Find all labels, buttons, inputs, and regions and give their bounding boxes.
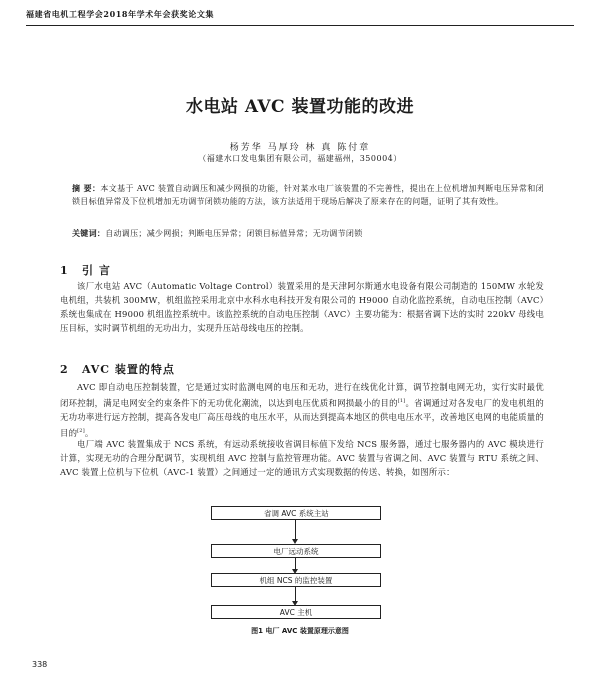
abstract-label: 摘 要： [72, 183, 101, 193]
affiliation: （福建水口发电集团有限公司，福建福州，350004） [198, 154, 402, 163]
running-header: 福建省电机工程学会2018年学术年会获奖论文集 [26, 9, 574, 26]
section-1-paragraph: 该厂水电站 AVC（Automatic Voltage Control）装置采用的是天津阿尔斯通水电设备有限公司制造的 150MW 水轮发电机组，共装机 300MW，机组监控采用北京中水科水电科技开发有限公司的 H9000 自动化监控系统，自动电压控制（AVC）系统也集成在 H9000 机组监控系统中。该监控系统的自动电压控制（AVC）主要功能为：根据省调下达的实时 220kV 母线电压目标，实时调节机组的无功出力，实现升压站母线电压的控制。 [60, 281, 544, 333]
section-1-title: 引 言 [82, 264, 111, 277]
keywords-text: 自动调压；减少网损；判断电压异常；闭锁目标值异常；无功调节闭锁 [105, 229, 363, 238]
figure-connector [295, 520, 296, 540]
section-1-heading [60, 262, 111, 278]
figure-caption: 图1 电厂 AVC 装置原理示意图 [251, 627, 349, 635]
paragraph-text: 。省调通过对各发电厂的发电机组的无功功率进行远方控制，提高各发电厂高压母线的电压水平，从而达到提高本地区的供电电压水平，改善地区电网的电能质量的目的 [60, 397, 544, 438]
abstract-text: 本文基于 AVC 装置自动调压和减少网损的功能，针对某水电厂该装置的不完善性，提出在上位机增加判断电压异常和闭锁目标值异常及下位机增加无功调节闭锁功能的方法，该方法适用于现场后解决了原来存在的问题，证明了其有效性。 [72, 184, 544, 206]
paper-title: 水电站 AVC 装置功能的改进 [185, 97, 414, 117]
figure-connector [295, 587, 296, 602]
figure-box-avc-host: AVC 主机 [211, 605, 381, 619]
paragraph-text: AVC 即自动电压控制装置，它是通过实时监测电网的电压和无功，进行在线优化计算，调节控制电网无功，实行实时最优闭环控制，满足电网安全约束条件下的无功优化潮流，以达到电压优质和网损最小的目的 [60, 382, 544, 408]
keywords-label: 关键词： [72, 228, 106, 238]
figure-box-ncs-monitor: 机组 NCS 的监控装置 [211, 573, 381, 587]
section-2-paragraph-2: 电厂端 AVC 装置集成于 NCS 系统，有远动系统接收省调目标值下发给 NCS 服务器，通过七服务器内的 AVC 模块进行计算，实现无功的合理分配调节，实现机组 AVC 控制与监控管理功能。AVC 装置与省调之间、AVC 装置与 RTU 系统之间、AVC 装置上位机与下位机（AVC-1 装置）之间通过一定的通讯方式实现数据的传送、转换，如图所示： [60, 439, 544, 477]
section-2-heading [60, 361, 175, 377]
section-1-number: 1 [60, 264, 69, 277]
figure-box-dispatch-master: 省调 AVC 系统主站 [211, 506, 381, 520]
section-2-title: AVC 装置的特点 [82, 363, 175, 376]
figure-box-telecontrol: 电厂远动系统 [211, 544, 381, 558]
citation: [2] [77, 427, 85, 434]
citation: [1] [397, 398, 406, 404]
section-2-paragraph-1 [60, 380, 544, 440]
keywords [72, 227, 544, 240]
authors: 杨芳华 马厚玲 林 真 陈付章 [229, 143, 371, 153]
abstract [72, 182, 544, 208]
section-2-number: 2 [60, 363, 69, 376]
paragraph-text: 。 [84, 427, 94, 438]
page-number: 338 [32, 660, 48, 669]
